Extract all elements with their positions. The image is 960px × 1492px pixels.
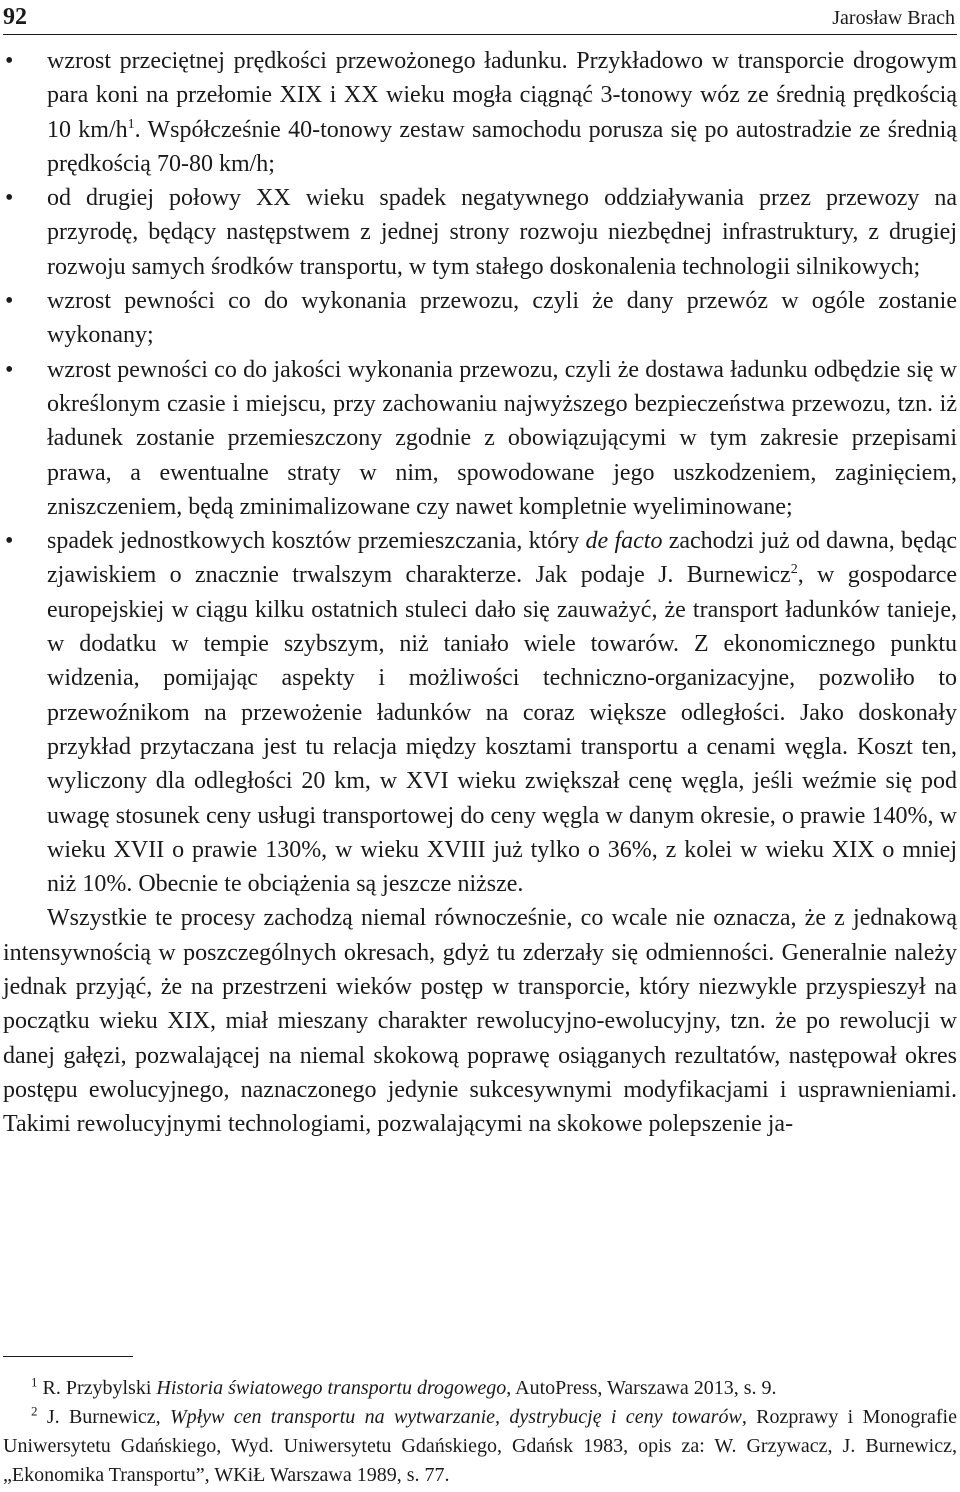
footnote-reference: 2 [790, 562, 798, 578]
running-head-author: Jarosław Brach [832, 7, 955, 29]
text-run: J. Burnewicz, [37, 1406, 170, 1428]
text-run: od drugiej połowy XX wieku spadek negatywnego oddziaływania przez przewozy na przyrodę, będący następstwem z jednej strony rozwoju niezbędnej infrastruktury, z drugiej rozwoju samych środków transportu, w tym stałego doskonalenia technologii silnikowych; [47, 185, 957, 280]
bullet-item [3, 524, 957, 901]
bullet-marker [5, 524, 25, 558]
text-run: , Rozprawy i Monografie Uniwersytetu Gdańskiego, Wyd. Uniwersytetu Gdańskiego, Gdańsk 1983, opis za: W. Grzywacz, J. Burnewicz, „Ekonomika Transportu”, WKiŁ Warszawa 1989, s. 77. [3, 1406, 957, 1486]
page-number: 92 [3, 4, 27, 30]
text-run: wzrost pewności co do jakości wykonania przewozu, czyli że dostawa ładunku odbędzie się w określonym czasie i miejscu, przy zachowaniu najwyższego bezpieczeństwa przewozu, tzn. iż ładunek zostanie przemieszczony zgodnie z obowiązującymi w tym zakresie przepisami prawa, a ewentualne straty w nim, spowodowane jego uszkodzeniem, zaginięciem, zniszczeniem, będą zminimalizowane czy nawet kompletnie wyeliminowane; [47, 356, 957, 520]
bullet-item [3, 284, 957, 353]
italic-text: de facto [585, 528, 663, 555]
bullet-item [3, 44, 957, 181]
bullet-list [3, 44, 957, 901]
footnotes [3, 1374, 957, 1490]
bullet-marker [5, 44, 25, 78]
text-run: zachodzi już od dawna, będąc zjawiskiem o znacznie trwalszym charakterze. Jak podaje J. Burnewicz [47, 528, 958, 589]
footnote-number: 1 [31, 1374, 38, 1390]
footnote-number: 2 [31, 1403, 38, 1419]
body-paragraph: Wszystkie te procesy zachodzą niemal równocześnie, co wcale nie oznacza, że z jednakową intensywnością w poszczególnych okresach, gdyż tu zderzały się odmienności. Generalnie należy jednak przyjąć, że na przestrzeni wieków postęp w transporcie, który niezwykle przyspieszył na początku wieku XIX, miał mieszany charakter rewolucyjno-ewolucyjny, tzn. że po rewolucji w danej gałęzi, pozwalającej na niemal skokową poprawę osiąganych rezultatów, następował okres postępu ewolucyjnego, naznaczonego jedynie sukcesywnymi modyfikacjami i usprawnieniami. Takimi rewolucyjnymi technologiami, pozwalającymi na skokowe polepszenie ja- [3, 905, 957, 1138]
text-run: , w gospodarce europejskiej w ciągu kilku ostatnich stuleci dało się zauważyć, że transport ładunków tanieje, w dodatku w tempie szybszym, niż taniało wiele towarów. Z ekonomicznego punktu widzenia, pomijając aspekty i możliwości techniczno-organizacyjne, pozwoliło to przewoźnikom na przewożenie ładunków na coraz większe odległości. Jako doskonały przykład przytaczana jest tu relacja między kosztami transportu a cenami węgla. Koszt ten, wyliczony dla odległości 20 km, w XVI wieku zwiększał cenę węgla, jeśli weźmie się pod uwagę stosunek ceny usługi transportowej do ceny węgla w danym okresie, o prawie 140%, w wieku XVII o prawie 130%, w wieku XVIII już tylko o 36%, z kolei w wieku XIX o mniej niż 10%. Obecnie te obciążenia są jeszcze niższe. [47, 562, 958, 898]
bullet-item [3, 353, 957, 524]
footnote [3, 1374, 957, 1403]
bullet-marker [5, 353, 25, 387]
text-run: wzrost przeciętnej prędkości przewożonego ładunku. Przykładowo w transporcie drogowym para koni na przełomie XIX i XX wieku mogła ciągnąć 3-tonowy wóz ze średnią prędkością 10 km/h [47, 48, 957, 143]
bullet-marker [5, 181, 25, 215]
bullet-marker [5, 284, 25, 318]
footnote-separator [3, 1356, 133, 1357]
text-run: . Współcześnie 40-tonowy zestaw samochodu porusza się po autostradzie ze średnią prędkością 70-80 km/h; [47, 116, 958, 177]
footnote [3, 1403, 957, 1490]
footnote-reference: 1 [127, 116, 135, 132]
italic-text: Historia światowego transportu drogowego [156, 1377, 507, 1399]
bullet-item [3, 181, 957, 284]
text-run: wzrost pewności co do wykonania przewozu, czyli że dany przewóz w ogóle zostanie wykonany; [47, 288, 957, 349]
page-body [3, 44, 957, 1142]
page-header [3, 4, 957, 35]
text-run: R. Przybylski [37, 1377, 157, 1399]
italic-text: Wpływ cen transportu na wytwarzanie, dystrybucję i ceny towarów [169, 1406, 742, 1428]
text-run: , AutoPress, Warszawa 2013, s. 9. [506, 1377, 777, 1399]
text-run: spadek jednostkowych kosztów przemieszczania, który [47, 528, 586, 555]
